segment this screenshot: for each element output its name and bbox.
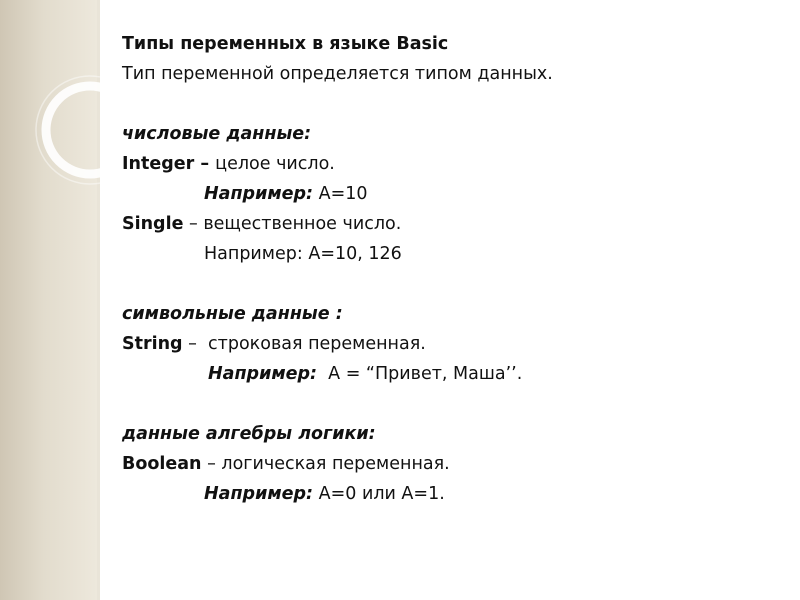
type-desc: – вещественное число.	[183, 214, 402, 234]
section-title-numeric: числовые данные:	[122, 124, 312, 144]
type-name: Integer –	[122, 154, 216, 174]
type-desc: – логическая переменная.	[201, 454, 450, 474]
example-boolean	[122, 479, 782, 509]
example-label: Например:	[204, 184, 314, 204]
type-integer	[122, 149, 782, 179]
example-integer	[122, 179, 782, 209]
example-label: Например:	[208, 364, 318, 384]
section-title-boolean: данные алгебры логики:	[122, 424, 376, 444]
type-desc: целое число.	[215, 154, 335, 174]
example-string	[122, 359, 782, 389]
type-desc: – строковая переменная.	[182, 334, 426, 354]
type-name: Single	[122, 214, 184, 234]
type-boolean	[122, 449, 782, 479]
slide-heading: Типы переменных в языке Basic	[122, 34, 449, 54]
intro-text: Тип переменной определяется типом данных.	[122, 64, 553, 84]
type-name: String	[122, 334, 183, 354]
type-name: Boolean	[122, 454, 202, 474]
example-label: Например:	[204, 484, 314, 504]
example-value: А = “Привет, Маша’’.	[317, 364, 523, 384]
section-title-string: символьные данные :	[122, 304, 343, 324]
type-string	[122, 329, 782, 359]
type-single	[122, 209, 782, 239]
slide-content	[122, 29, 782, 509]
example-single: Например: А=10, 126	[204, 244, 402, 264]
example-value: А=0 или А=1.	[313, 484, 445, 504]
example-value: А=10	[313, 184, 368, 204]
